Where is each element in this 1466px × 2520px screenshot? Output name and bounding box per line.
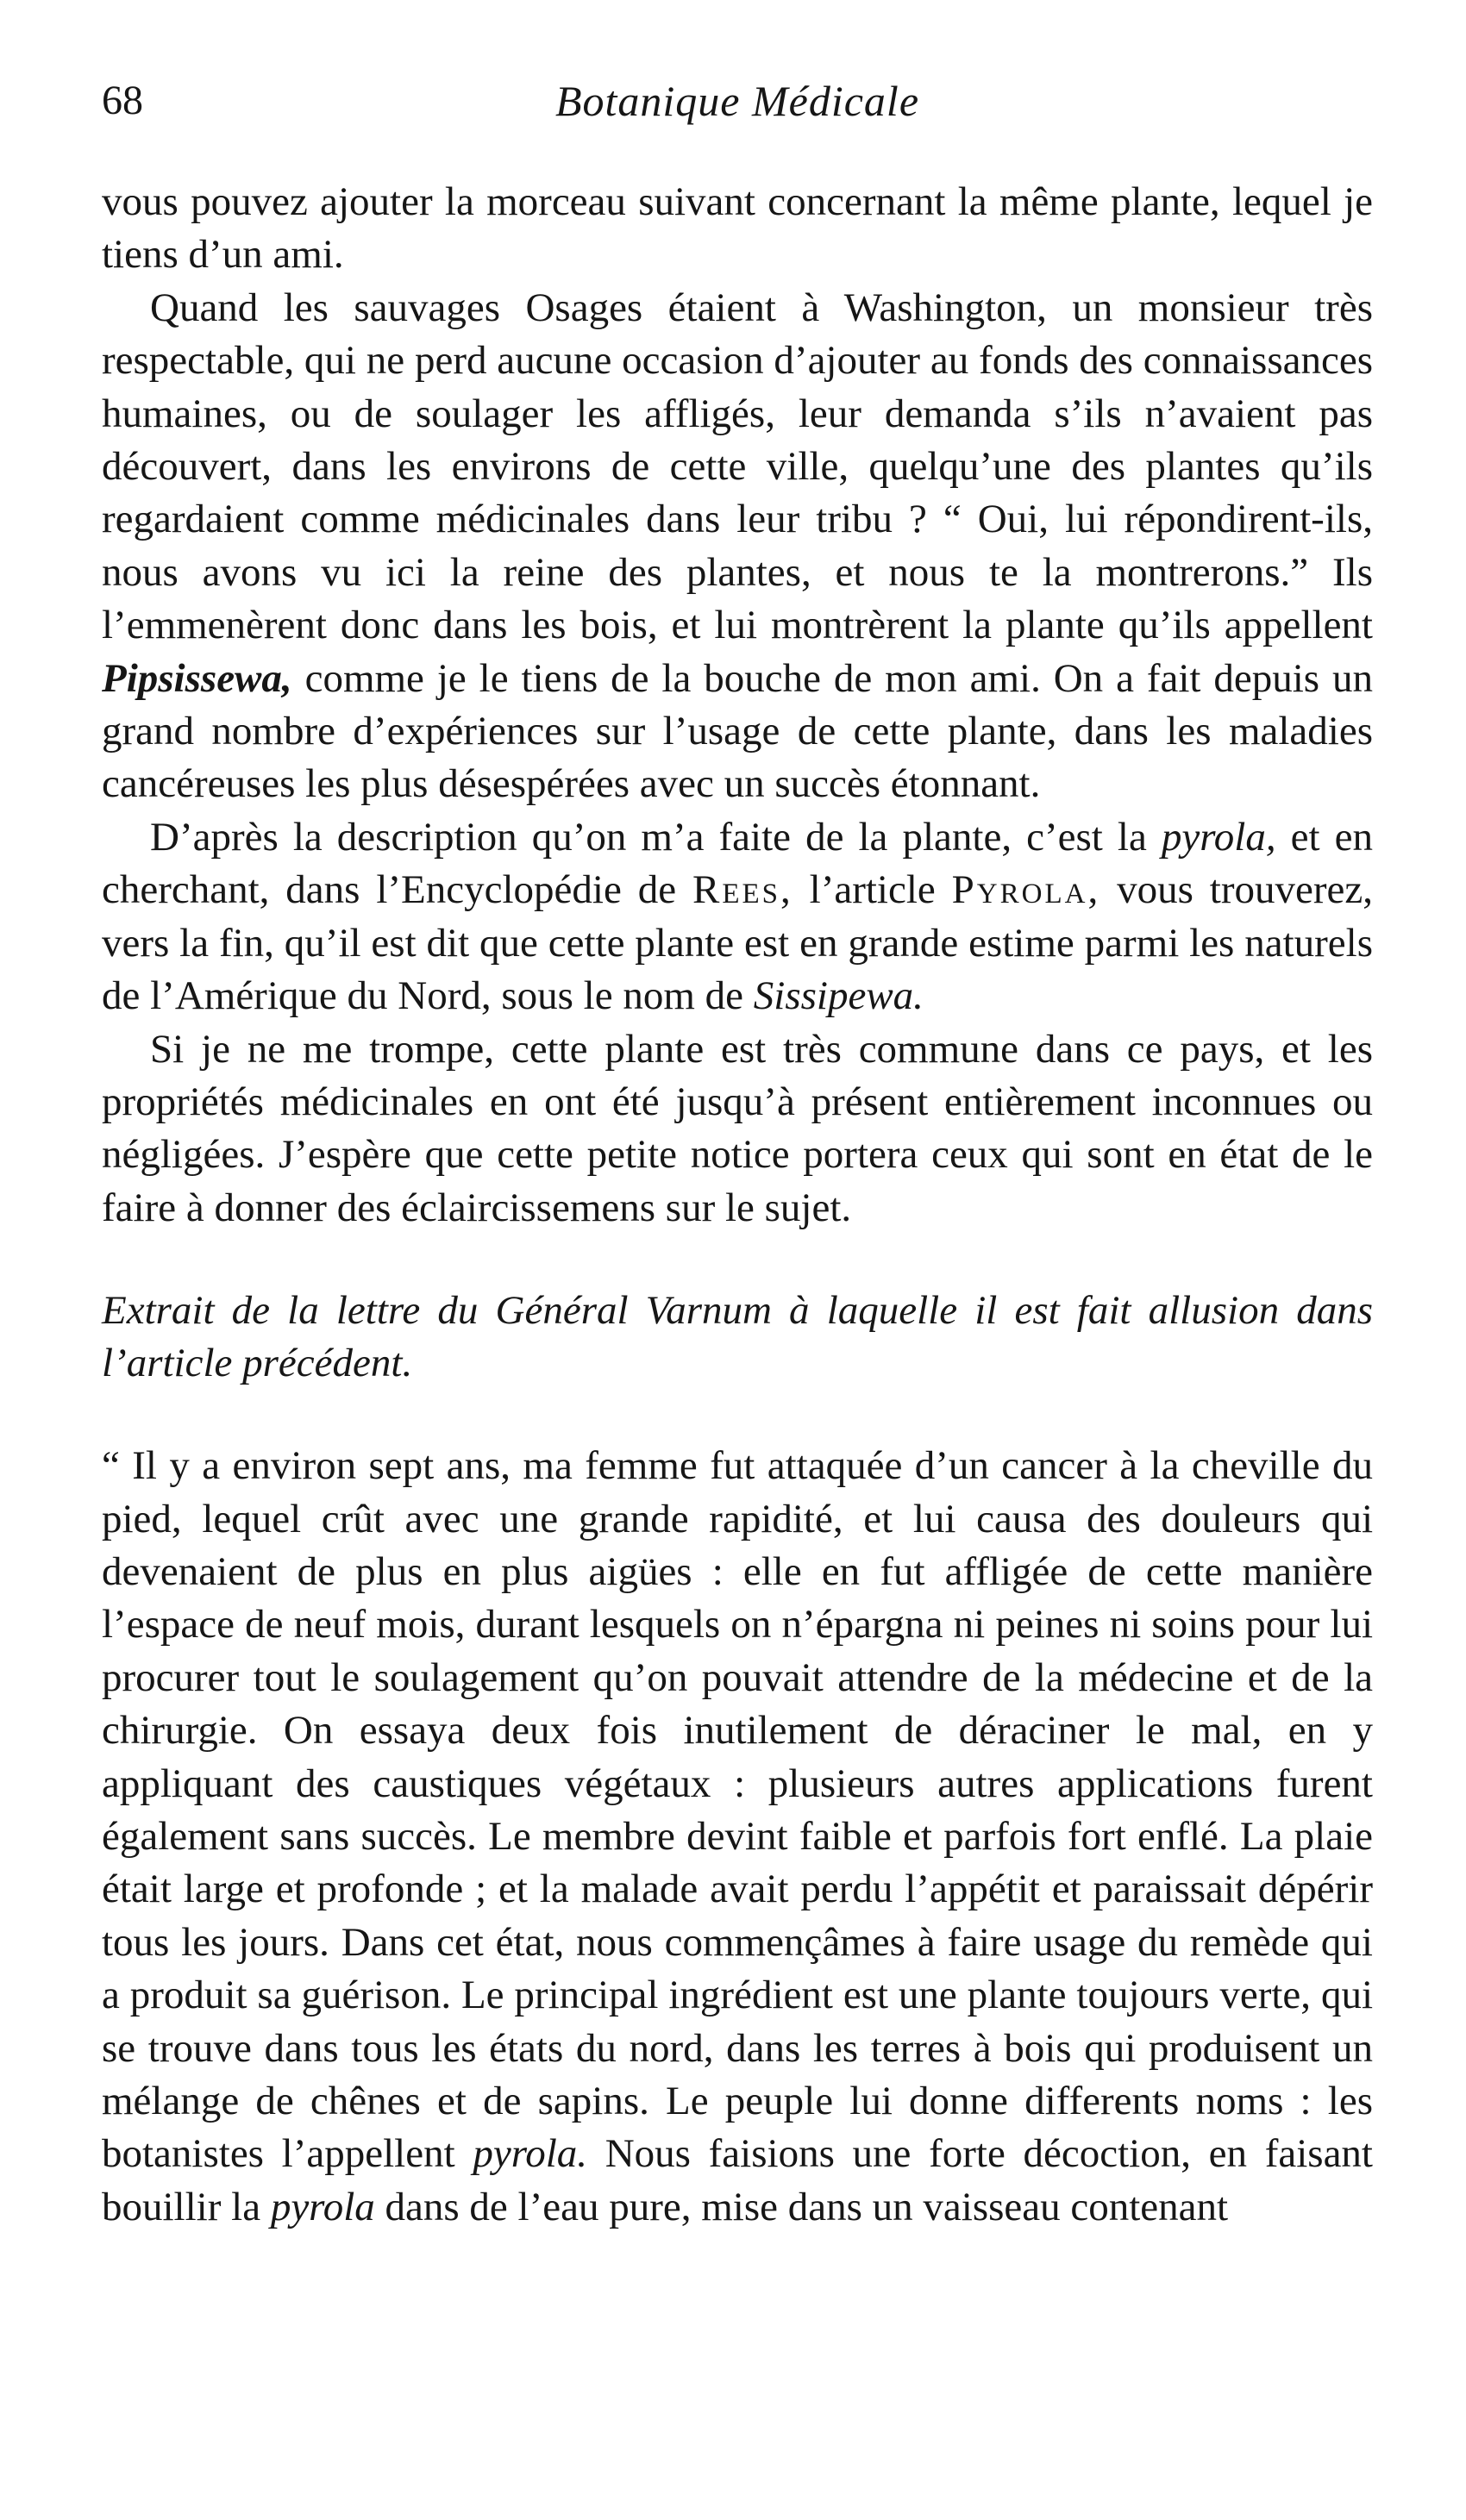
plant-name-pyrola: pyrola, xyxy=(1161,814,1276,860)
body-text xyxy=(102,176,1373,2234)
paragraph-text: l’article xyxy=(793,867,952,913)
paragraph-text: vous pouvez ajouter la morceau suivant concernant la même plante, lequel je tiens d’un ami. xyxy=(102,179,1373,278)
running-head xyxy=(102,71,1373,131)
paragraph-pyrola xyxy=(102,811,1373,1023)
plant-name-pyrola-letter-2: pyrola xyxy=(270,2184,375,2229)
paragraph-text: Quand les sauvages Osages étaient à Washington, un monsieur très respectable, qui ne perd aucune occasion d’ajouter au fonds des connaissances humaines, ou de soulager les affligés, leur demanda s’ils n’avaient pas découvert, dans les environs de cette ville, quelqu’une des plantes qu’ils regardaient comme médicinales dans leur tribu ? “ Oui, lui répondirent-ils, nous avons vu ici la reine des plantes, et nous te la montrerons.” Ils l’emmenèrent donc dans les bois, et lui montrèrent la plante qu’ils appellent xyxy=(102,285,1373,648)
paragraph-text: D’après la description qu’on m’a faite de la plante, c’est la xyxy=(150,814,1162,860)
paragraph-text: et en cherchant, dans l’Encyclopédie de xyxy=(102,814,1374,913)
plant-name-sissipewa: Sissipewa. xyxy=(753,973,924,1019)
page-number: 68 xyxy=(102,78,143,123)
letter-text: Nous faisions une forte décoction, en faisant bouillir la xyxy=(102,2131,1373,2229)
plant-name-pipsissewa: Pipsissewa, xyxy=(102,655,292,701)
article-name-pyrola: Pyrola, xyxy=(951,867,1101,913)
letter-text: “ Il y a environ sept ans, ma femme fut attaquée d’un cancer à la cheville du pied, lequel crût avec une grande rapidité, et lui causa des douleurs qui devenaient de plus en plus aigües : elle en fut affligée de cette manière l’espace de neuf mois, durant lesquels on n’épargna ni peines ni soins pour lui procurer tout le soulagement qu’on pouvait attendre de la médecine et de la chirurgie. On essaya deux fois inutilement de déraciner le mal, en y appliquant des caustiques végétaux : plusieurs autres applications furent également sans succès. Le membre devint faible et parfois fort enflé. La plaie était large et profonde ; et la malade avait perdu l’appétit et paraissait dépérir tous les jours. Dans cet état, nous commençâmes à faire usage du remède qui a produit sa guérison. Le principal ingrédient est une plante toujours verte, qui se trouve dans tous les états du nord, dans les terres à bois qui produisent un mélange de chênes et de sapins. Le peuple lui donne differents noms : les botanistes l’appellent xyxy=(102,1443,1373,2177)
paragraph-text: vous trouverez, vers la fin, qu’il est dit que cette plante est en grande estime parmi les naturels de l’Amérique du Nord, sous le nom de xyxy=(102,867,1373,1019)
paragraph-continuation xyxy=(102,176,1373,282)
book-page xyxy=(102,71,1373,2234)
letter-text: dans de l’eau pure, mise dans un vaisseau contenant xyxy=(374,2184,1229,2229)
author-name-rees: Rees, xyxy=(692,867,793,913)
paragraph-osages xyxy=(102,282,1373,811)
paragraph-text: Si je ne me trompe, cette plante est très commune dans ce pays, et les propriétés médicinales en ont été jusqu’à présent entièrement inconnues ou négligées. J’espère que cette petite notice portera ceux qui sont en état de le faire à donner des éclaircissemens sur le sujet. xyxy=(102,1026,1373,1230)
letter-paragraph xyxy=(102,1440,1373,2234)
extract-heading xyxy=(102,1285,1373,1390)
plant-name-pyrola-letter: pyrola. xyxy=(473,2131,588,2177)
extract-heading-text: Extrait de la lettre du Général Varnum à laquelle il est fait allusion dans l’article précédent. xyxy=(102,1288,1373,1386)
paragraph-text: comme je le tiens de la bouche de mon ami. On a fait depuis un grand nombre d’expériences sur l’usage de cette plante, dans les maladies cancéreuses les plus désespérées avec un succès étonnant. xyxy=(102,655,1373,807)
running-title: Botanique Médicale xyxy=(554,77,920,125)
paragraph-notice xyxy=(102,1023,1373,1235)
